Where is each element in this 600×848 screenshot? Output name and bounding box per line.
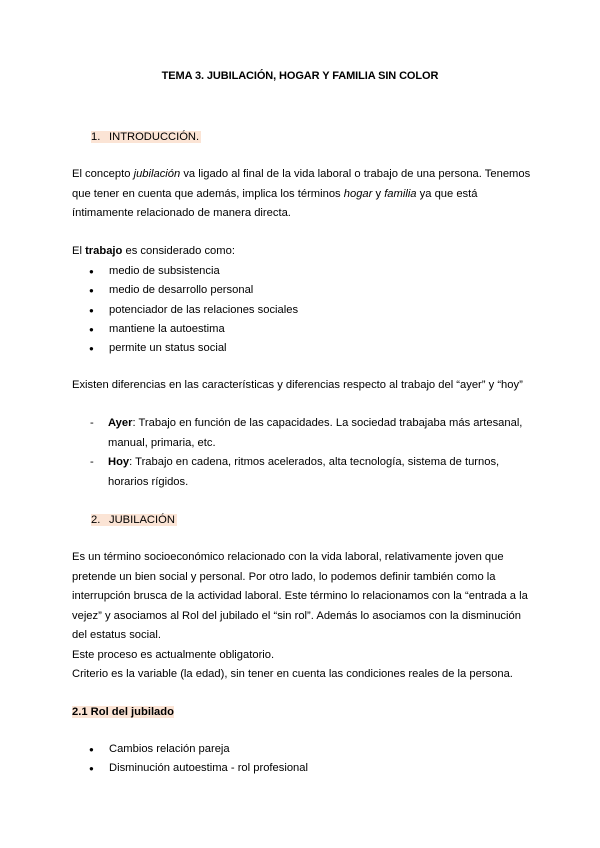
rol-list [72, 740, 532, 779]
intro-text-4: ya que está íntimamente relacionado de manera directa. [72, 187, 478, 219]
intro-text-1: El concepto [72, 168, 134, 180]
diferencias-paragraph [72, 376, 532, 396]
intro-text-3: y [372, 187, 385, 200]
list-item: ● Cambios relación pareja [72, 740, 532, 759]
section-heading-highlight [91, 131, 201, 143]
jubilacion-paragraphs [72, 548, 532, 685]
jubilacion-paragraph-2: Este proceso es actualmente obligatorio. [72, 648, 275, 661]
section-heading-introduccion [91, 129, 201, 145]
trabajo-prefix: El [72, 245, 86, 257]
section-heading-highlight [91, 514, 177, 526]
section-label: INTRODUCCIÓN. [109, 131, 200, 143]
rol-heading-text: 2.1 Rol del jubilado [72, 706, 174, 718]
section-label: JUBILACIÓN [109, 514, 175, 526]
jubilacion-paragraph-1: Es un término socioeconómico relacionado con la vida laboral, relativamente joven que pretende un bien social y personal. Por otro lado, lo podemos definir también como la interrupción brusca de la actividad laboral. Este término lo relacionamos con la “entrada a la vejez” y asociamos al Rol del jubilado el “sin rol”. Además lo asociamos con la disminución del estatus social. [72, 551, 528, 641]
list-item: ● potenciador de las relaciones sociales [72, 301, 532, 320]
hoy-text: : Trabajo en cadena, ritmos acelerados, alta tecnología, sistema de turnos, horarios rígidos. [108, 456, 500, 488]
section-heading-jubilacion [91, 512, 177, 528]
rol-jubilado-heading [72, 704, 174, 720]
trabajo-bold: trabajo [85, 245, 123, 257]
list-item: ● medio de subsistencia [72, 262, 532, 281]
list-item: ● Disminución autoestima - rol profesional [72, 759, 532, 778]
section-number: 2. [91, 514, 101, 526]
list-item: ● mantiene la autoestima [72, 320, 532, 339]
jubilacion-paragraph-3: Criterio es la variable (la edad), sin tener en cuenta las condiciones reales de la persona. [72, 668, 513, 680]
term-familia: familia [384, 187, 417, 200]
document-title: TEMA 3. JUBILACIÓN, HOGAR Y FAMILIA SIN COLOR [161, 70, 439, 82]
list-item-hoy [72, 453, 532, 492]
trabajo-suffix: es considerado como: [122, 245, 235, 257]
term-jubilacion: jubilación [133, 168, 181, 180]
section-number: 1. [91, 131, 101, 143]
hoy-label: Hoy [108, 456, 130, 468]
list-item: ● permite un status social [72, 339, 532, 358]
ayer-text: : Trabajo en función de las capacidades. La sociedad trabajaba más artesanal, manual, primaria, etc. [108, 417, 523, 449]
intro-text-2: va ligado al final de la vida laboral o trabajo de una persona. Tenemos que tener en cuenta que además, implica los términos [72, 168, 531, 200]
list-item: ● medio de desarrollo personal [72, 281, 532, 300]
trabajo-intro [72, 242, 532, 262]
term-hogar: hogar [343, 187, 373, 200]
intro-paragraph [72, 165, 532, 224]
diferencias-text: Existen diferencias en las características y diferencias respecto al trabajo del “ayer” y “hoy” [72, 379, 523, 391]
ayer-label: Ayer [108, 417, 133, 429]
ayer-hoy-list [72, 414, 532, 492]
list-item-ayer [72, 414, 532, 453]
trabajo-list [72, 262, 532, 358]
